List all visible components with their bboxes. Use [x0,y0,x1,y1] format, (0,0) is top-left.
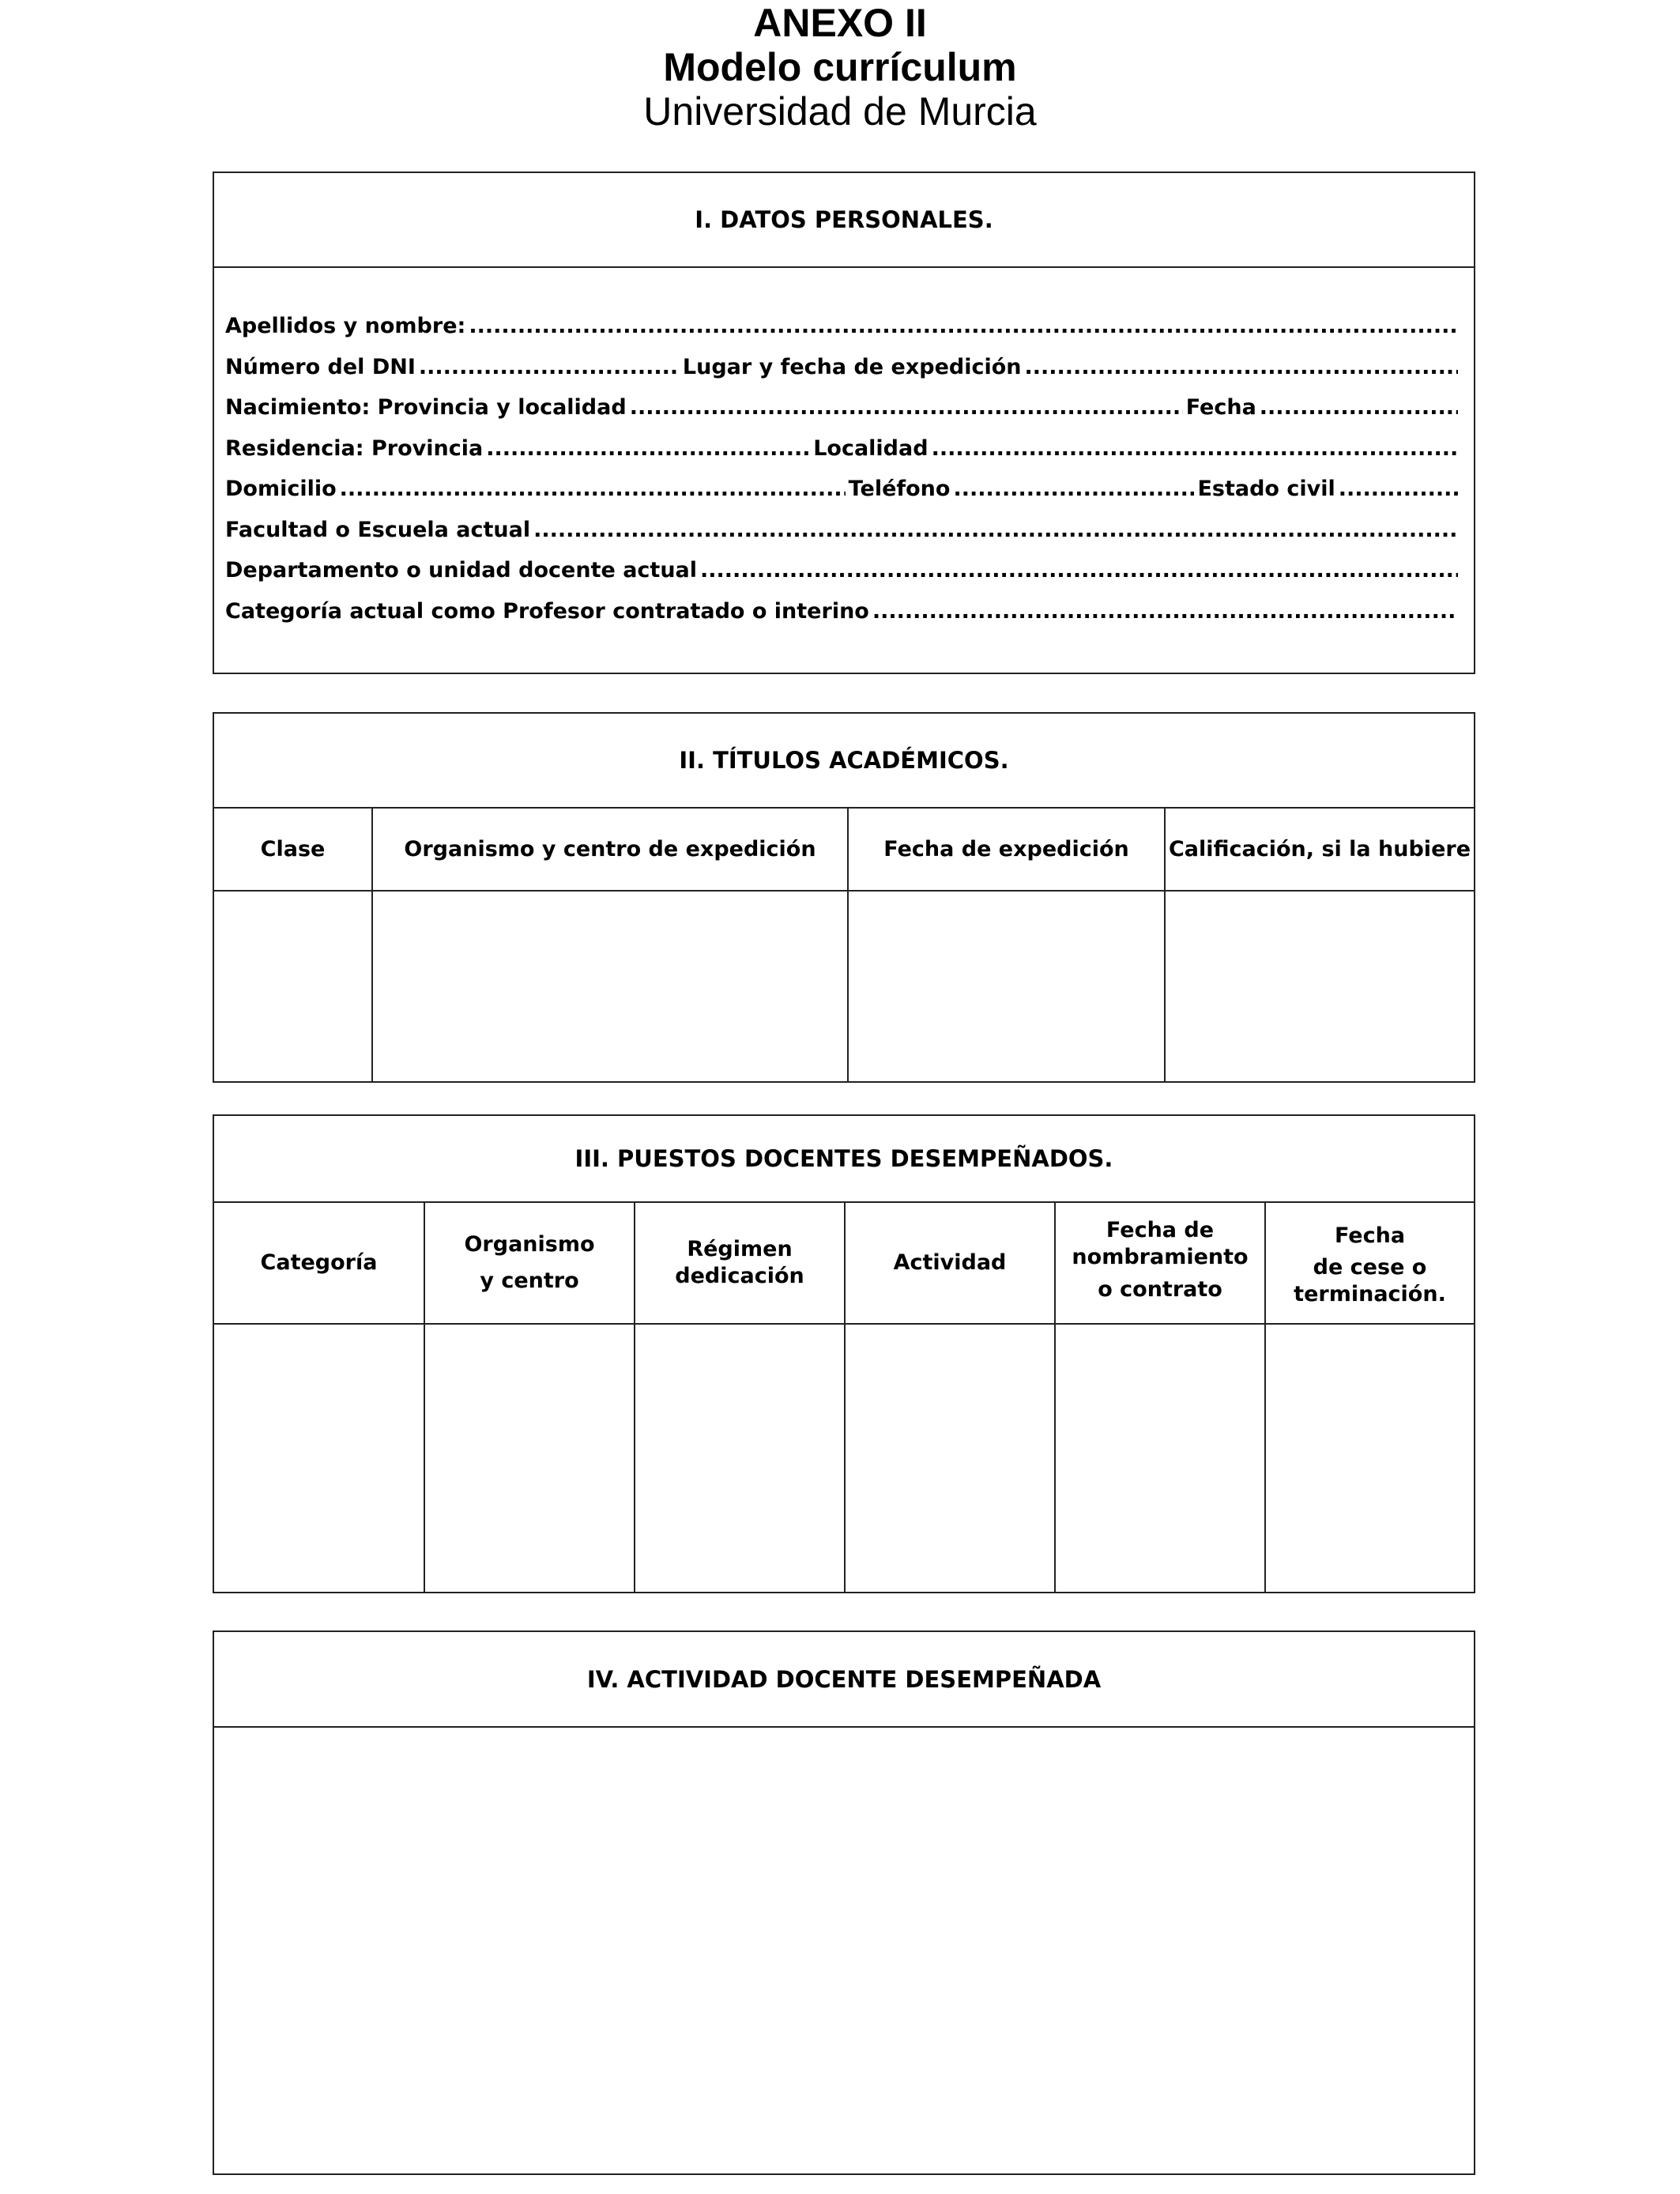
teaching-posts-table [214,1203,1474,1592]
academic-titles-table [214,809,1474,1081]
field-label: Categoría actual como Profesor contratado o interino [225,598,869,624]
fill-line[interactable] [700,550,1458,591]
table-cell[interactable] [1165,891,1474,1081]
table-cell[interactable] [845,1324,1055,1592]
field-line-birth[interactable] [225,387,1461,428]
section-teaching-posts-title: III. PUESTOS DOCENTES DESEMPEÑADOS. [214,1116,1474,1203]
fill-line[interactable] [872,591,1458,632]
section-academic-titles-title: II. TÍTULOS ACADÉMICOS. [214,714,1474,809]
field-label: Teléfono [848,477,951,501]
table-cell[interactable] [1055,1324,1265,1592]
field-label: Localidad [813,435,929,461]
field-label: Lugar y fecha de expedición [682,354,1022,379]
fill-line[interactable] [1260,387,1458,428]
field-label: Domicilio [225,477,337,501]
field-line-residence[interactable] [225,428,1461,469]
column-header-issue-date: Fecha de expedición [848,809,1165,891]
field-label: Fecha [1185,395,1256,420]
column-header-appointment-date: Fecha de nombramiento o contrato [1055,1203,1265,1324]
column-header-activity: Actividad [845,1203,1055,1324]
field-line-address[interactable] [225,469,1461,510]
section-teaching-posts [213,1114,1475,1593]
document-title: Modelo currículum [663,45,1017,89]
field-line-name[interactable] [225,306,1461,347]
section-teaching-activity [213,1630,1475,2175]
fill-line[interactable] [469,306,1458,347]
column-header-class: Clase [214,809,372,891]
fill-line[interactable] [340,469,846,510]
table-cell[interactable] [214,1324,424,1592]
field-label: Residencia: Provincia [225,435,484,461]
institution-name: Universidad de Murcia [643,89,1037,134]
field-label: Nacimiento: Provincia y localidad [225,395,627,420]
teaching-activity-area[interactable] [214,1728,1474,2173]
table-cell[interactable] [214,891,372,1081]
fill-line[interactable] [486,428,810,469]
table-cell[interactable] [848,891,1165,1081]
fill-line[interactable] [533,510,1458,551]
section-academic-titles [213,712,1475,1083]
field-label: Facultad o Escuela actual [225,517,531,542]
column-header-category: Categoría [214,1203,424,1324]
field-line-category[interactable] [225,591,1461,632]
column-header-regime: Régimen dedicación [635,1203,845,1324]
personal-data-fields [225,306,1461,631]
annex-title: ANEXO II [753,1,927,45]
column-header-organism: Organismo y centro [424,1203,635,1324]
table-cell[interactable] [1265,1324,1474,1592]
table-cell[interactable] [372,891,848,1081]
fill-line[interactable] [1339,469,1458,510]
fill-line[interactable] [419,347,680,388]
fill-line[interactable] [932,428,1458,469]
section-personal-data [213,172,1475,674]
field-line-dni[interactable] [225,347,1461,388]
column-header-grade: Calificación, si la hubiere [1165,809,1474,891]
field-label: Departamento o unidad docente actual [225,558,698,582]
fill-line[interactable] [630,387,1183,428]
field-label: Apellidos y nombre: [225,314,466,338]
fill-line[interactable] [1025,347,1458,388]
field-label: Estado civil [1197,477,1335,501]
table-cell[interactable] [424,1324,635,1592]
field-label: Número del DNI [225,354,416,379]
fill-line[interactable] [953,469,1194,510]
column-header-organism: Organismo y centro de expedición [372,809,848,891]
field-line-department[interactable] [225,550,1461,591]
column-header-termination-date: Fecha de cese o terminación. [1265,1203,1474,1324]
section-personal-data-title: I. DATOS PERSONALES. [214,173,1474,268]
table-cell[interactable] [635,1324,845,1592]
section-teaching-activity-title: IV. ACTIVIDAD DOCENTE DESEMPEÑADA [214,1632,1474,1728]
field-line-faculty[interactable] [225,510,1461,551]
